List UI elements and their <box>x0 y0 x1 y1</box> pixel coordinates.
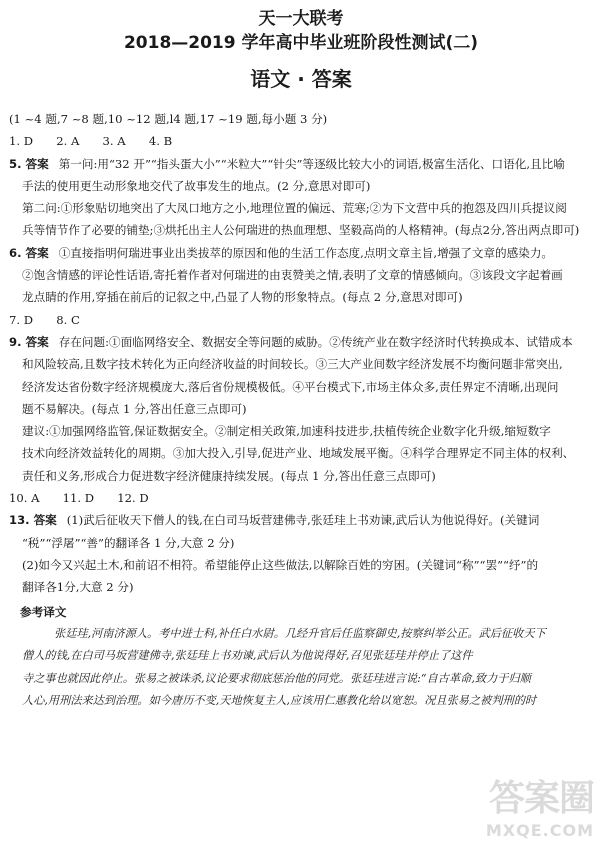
q5-line: 手法的使用更生动形象地交代了故事发生的地点。(2 分,意思对即可) <box>22 178 371 193</box>
mc-answers-1-4: 1. D 2. A 3. A 4. B <box>9 134 173 149</box>
translation-line: 人心,用刑法来达到治理。如今唐历不变,天地恢复主人,应该用仁惠教化给以宽恕。况且张易之被判刑的时 <box>22 694 537 708</box>
scoring-note: (1 ~4 题,7 ~8 题,10 ~12 题,l4 题,17 ~19 题,每小题 3 分) <box>9 112 328 126</box>
mc-answers-7-8: 7. D 8. C <box>9 312 80 327</box>
q13-line: 翻译各1分,大意 2 分) <box>22 580 134 595</box>
q9-line: 存在问题:①面临网络安全、数据安全等问题的威胁。②传统产业在数字经济时代转换成本、试错成本 <box>58 334 573 349</box>
q13-line: (2)如今又兴起土木,和前诏不相符。希望能停止这些做法,以解除百姓的穷困。(关键词“称”“罢”“纾”的 <box>22 557 539 572</box>
reference-translation-title: 参考译文 <box>20 604 67 619</box>
question-6-answer <box>9 242 595 309</box>
q9-line: 建议:①加强网络监管,保证数据安全。②制定相关政策,加速科技进步,扶植传统企业数字化升级,缩短数字 <box>22 424 551 439</box>
q9-line: 技术向经济效益转化的周期。③加大投入,引导,促进产业、地域发展平衡。④科学合理界定不同主体的权利、 <box>22 446 575 461</box>
question-5-answer <box>9 153 595 242</box>
mc-answers-10-12: 10. A 11. D 12. D <box>9 491 149 506</box>
translation-line: 寺之事也就因此停止。张易之被诛杀,议论要求彻底惩治他的同党。张廷珪进言说:“自古革命,致力于归顺 <box>22 671 531 685</box>
q5-line: 第二问:①形象贴切地突出了大凤口地方之小,地理位置的偏远、荒寒;②为下文营中兵的抱怨及四川兵提议阅 <box>22 201 567 216</box>
q9-line: 和风险较高,且数字技术转化为正向经济收益的时间较长。③三大产业间数字经济发展不均衡问题非常突出, <box>22 357 563 372</box>
q13-line: “税”“浮屠”“善”的翻译各 1 分,大意 2 分) <box>22 535 235 550</box>
watermark-main-text: 答案圈 <box>488 778 594 819</box>
q9-line: 责任和义务,形成合力促进数字经济健康持续发展。(每点 1 分,答出任意三点即可) <box>22 468 436 483</box>
q9-line: 题不易解决。(每点 1 分,答出任意三点即可) <box>22 401 247 416</box>
question-9-answer <box>9 331 595 487</box>
translation-line: 僧人的钱,在白司马坂营建佛寺,张廷珪上书劝谏,武后认为他说得好,召见张廷珪并停止了这件 <box>22 649 473 663</box>
exam-organizer-title: 天一大联考 <box>258 9 344 29</box>
q6-line: 龙点睛的作用,穿插在前后的记叙之中,凸显了人物的形象特点。(每点 2 分,意思对即可) <box>22 290 463 305</box>
q9-line: 经济发达省份数字经济规模庞大,落后省份规模极低。④平台模式下,市场主体众多,责任界定不清晰,出现问 <box>22 379 559 394</box>
exam-name-title: 2018—2019 学年高中毕业班阶段性测试(二) <box>123 33 479 53</box>
answer-body <box>9 108 595 713</box>
q6-line: ①直接指明何瑞进事业出类拔萃的原因和他的生活工作态度,点明文章主旨,增强了文章的感染力。 <box>58 245 554 260</box>
q6-label: 6. 答案 <box>9 245 49 260</box>
q13-line: (1)武后征收天下僧人的钱,在白司马坂营建佛寺,张廷珪上书劝谏,武后认为他说得好。(关键词 <box>66 513 540 528</box>
watermark-url: MXQE.COM <box>485 821 594 840</box>
translation-line: 张廷珪,河南济源人。考中进士科,补任白水尉。几经升官后任监察御史,按察纠举公正。武后征收天下 <box>54 626 546 640</box>
q5-line: 兵等情节作了必要的铺垫;③烘托出主人公何瑞进的热血理想、坚毅高尚的人格精神。(每点2分,答出两点即可) <box>22 223 580 238</box>
q6-line: ②饱含情感的评论性话语,寄托着作者对何瑞进的由衷赞美之情,表明了文章的情感倾向。③该段文字起着画 <box>22 268 563 283</box>
q13-label: 13. 答案 <box>9 513 57 528</box>
question-13-answer <box>9 509 595 598</box>
q9-label: 9. 答案 <box>9 334 49 349</box>
q5-line: 第一问:用“32 开”“指头蛋大小”“米粒大”“针尖”等逐级比较大小的词语,极富生活化、口语化,且比喻 <box>58 156 565 171</box>
subject-answer-title: 语文 · 答案 <box>250 67 352 91</box>
watermark-logo <box>444 770 594 840</box>
reference-translation <box>9 623 595 713</box>
q5-label: 5. 答案 <box>9 156 49 171</box>
